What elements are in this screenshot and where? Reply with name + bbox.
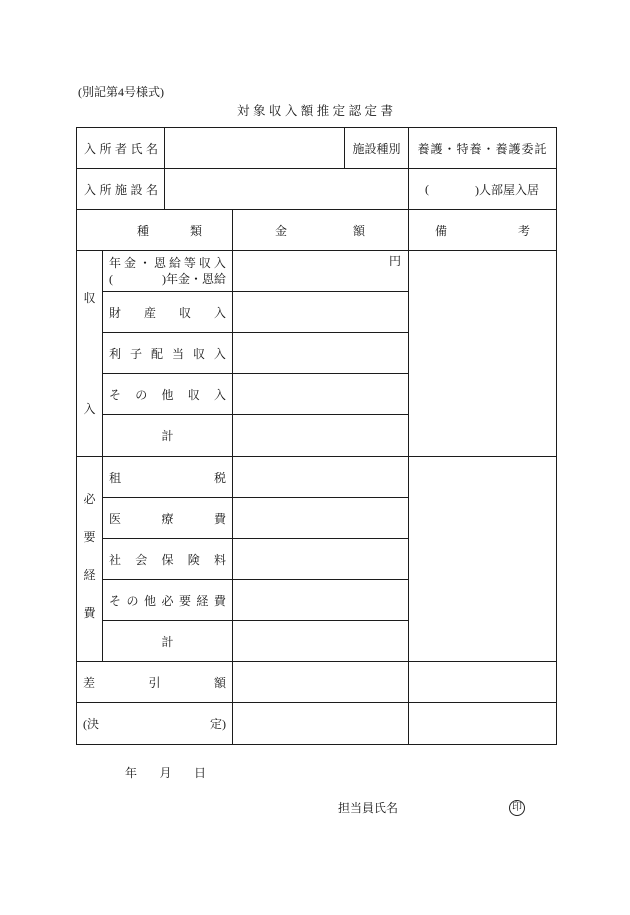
- expense-item-cell: [102, 579, 233, 621]
- difference-label: [83, 674, 226, 691]
- label-glyph: 子: [129, 346, 142, 361]
- facility-type-options-cell: [408, 127, 557, 169]
- facility-name-value-cell: [164, 168, 409, 210]
- label-glyph: 名: [145, 141, 158, 156]
- expense-total-label: 計: [161, 634, 174, 649]
- label-glyph: 他: [161, 387, 174, 402]
- social-insurance-label: [109, 551, 226, 568]
- expense-section-label-cell: [76, 456, 103, 662]
- label-glyph: 入: [84, 141, 97, 156]
- income-total-amount-cell: [232, 414, 409, 457]
- seal-mark: 印: [509, 800, 525, 816]
- resident-name-label-cell: [76, 127, 165, 169]
- label-glyph: 象: [252, 104, 266, 118]
- decision-remarks-cell: [408, 702, 557, 745]
- income-section-label-cell: [76, 250, 103, 457]
- label-glyph: 所: [99, 141, 112, 156]
- facility-name-label-cell: [76, 168, 165, 210]
- tax-amount-cell: [232, 456, 409, 498]
- pension-type-line: [109, 271, 226, 287]
- room-paren-open: (: [425, 181, 429, 196]
- label-glyph: 額: [300, 104, 314, 118]
- expense-remarks-cell: [408, 456, 557, 662]
- label-glyph: 入: [213, 346, 226, 361]
- pension-type-suffix: )年金・恩給: [162, 272, 226, 286]
- expense-item-cell: [102, 456, 233, 498]
- medical-expense-label: [109, 510, 226, 527]
- label-glyph: 引: [148, 675, 161, 690]
- officer-name-label: 担当員氏名: [338, 801, 399, 815]
- label-glyph: 収: [83, 291, 96, 305]
- label-glyph: (決: [83, 717, 99, 731]
- facility-type-label-cell: [344, 127, 409, 169]
- facility-type-options: 養護・特養・養護委託: [417, 141, 548, 156]
- resident-name-value-cell: [164, 127, 345, 169]
- pension-paren-open: (: [109, 272, 113, 286]
- label-glyph: 収: [268, 104, 282, 118]
- yen-unit: 円: [388, 254, 401, 268]
- label-glyph: 者: [114, 141, 127, 156]
- social-insurance-amount-cell: [232, 538, 409, 580]
- label-glyph: の: [126, 593, 139, 608]
- label-glyph: 必: [161, 593, 174, 608]
- expense-total-amount-cell: [232, 620, 409, 662]
- label-glyph: 年: [125, 766, 138, 780]
- type-header-cell: [76, 209, 233, 251]
- label-glyph: 必: [83, 492, 96, 506]
- label-glyph: 所: [99, 182, 112, 197]
- label-glyph: 定): [210, 717, 226, 731]
- income-item-cell: [102, 291, 233, 333]
- label-glyph: 書: [380, 104, 393, 118]
- label-glyph: 差: [83, 675, 96, 690]
- other-expense-amount-cell: [232, 579, 409, 621]
- room-occupancy-suffix: )人部屋入居: [475, 182, 539, 197]
- label-glyph: 費: [213, 593, 226, 608]
- room-occupancy-cell: [408, 168, 557, 210]
- label-glyph: 療: [161, 511, 174, 526]
- income-item-cell: [102, 332, 233, 374]
- type-header: [137, 222, 202, 239]
- label-glyph: 月: [159, 766, 172, 780]
- label-glyph: 入: [213, 305, 226, 320]
- amount-header-cell: [232, 209, 409, 251]
- label-glyph: 会: [135, 552, 148, 567]
- label-glyph: 恩: [153, 256, 166, 270]
- label-glyph: 財: [109, 305, 122, 320]
- label-glyph: そ: [109, 593, 122, 608]
- label-glyph: 税: [213, 470, 226, 485]
- property-income-amount-cell: [232, 291, 409, 333]
- label-glyph: 等: [183, 256, 196, 270]
- interest-dividend-income-label: [109, 345, 226, 362]
- label-glyph: 社: [109, 552, 122, 567]
- label-glyph: 類: [189, 223, 202, 238]
- other-income-amount-cell: [232, 373, 409, 415]
- label-glyph: 費: [213, 511, 226, 526]
- remarks-header-cell: [408, 209, 557, 251]
- label-glyph: 認: [348, 104, 362, 118]
- label-glyph: 経: [196, 593, 209, 608]
- difference-remarks-cell: [408, 661, 557, 703]
- label-glyph: 額: [352, 223, 365, 238]
- resident-name-label: [84, 140, 158, 157]
- medical-amount-cell: [232, 497, 409, 539]
- label-glyph: 利: [109, 346, 122, 361]
- label-glyph: 氏: [130, 141, 143, 156]
- label-glyph: 料: [213, 552, 226, 567]
- label-glyph: 定: [332, 104, 346, 118]
- label-glyph: 入: [213, 387, 226, 402]
- label-glyph: 給: [168, 256, 181, 270]
- label-glyph: 入: [84, 182, 97, 197]
- label-glyph: 租: [109, 470, 122, 485]
- label-glyph: 収: [178, 305, 191, 320]
- label-glyph: 他: [143, 593, 156, 608]
- document-title: [237, 104, 393, 118]
- label-glyph: 金: [275, 223, 288, 238]
- decision-amount-cell: [232, 702, 409, 745]
- label-glyph: 名: [145, 182, 158, 197]
- label-glyph: 設: [130, 182, 143, 197]
- income-item-cell: [102, 373, 233, 415]
- label-glyph: 医: [109, 511, 122, 526]
- label-glyph: 入: [284, 104, 298, 118]
- amount-header: [275, 222, 365, 239]
- label-glyph: 備: [435, 223, 448, 238]
- label-glyph: 対: [237, 104, 250, 118]
- label-glyph: 産: [143, 305, 156, 320]
- expense-item-cell: [102, 538, 233, 580]
- date-label: [125, 766, 206, 780]
- label-glyph: 収: [192, 346, 205, 361]
- label-glyph: 費: [83, 606, 96, 620]
- remarks-header: [435, 222, 530, 239]
- pension-income-cell: [102, 250, 233, 292]
- label-glyph: 年: [109, 256, 122, 270]
- facility-type-label: 施設種別: [352, 141, 401, 156]
- income-section-label: [83, 291, 95, 416]
- label-glyph: 推: [316, 104, 330, 118]
- label-glyph: 入: [83, 402, 96, 416]
- label-glyph: ・: [138, 256, 151, 270]
- label-glyph: 保: [161, 552, 174, 567]
- decision-label-cell: [76, 702, 233, 745]
- expense-total-cell: [102, 620, 233, 662]
- label-glyph: の: [135, 387, 148, 402]
- difference-label-cell: [76, 661, 233, 703]
- label-glyph: 定: [364, 104, 378, 118]
- income-remarks-cell: [408, 250, 557, 457]
- label-glyph: 日: [193, 766, 206, 780]
- other-expense-label: [109, 592, 226, 609]
- other-income-label: [109, 386, 226, 403]
- label-glyph: 施: [114, 182, 127, 197]
- pension-income-amount-cell: [232, 250, 409, 292]
- difference-amount-cell: [232, 661, 409, 703]
- label-glyph: 考: [517, 223, 530, 238]
- label-glyph: 入: [213, 256, 226, 270]
- pension-income-label: [109, 255, 226, 271]
- label-glyph: 配: [150, 346, 163, 361]
- tax-label: [109, 469, 226, 486]
- label-glyph: 険: [187, 552, 200, 567]
- decision-label: [83, 715, 226, 732]
- label-glyph: 要: [83, 530, 96, 544]
- expense-item-cell: [102, 497, 233, 539]
- property-income-label: [109, 304, 226, 321]
- label-glyph: 当: [171, 346, 184, 361]
- income-total-cell: [102, 414, 233, 457]
- label-glyph: 額: [213, 675, 226, 690]
- form-number: (別記第4号様式): [78, 85, 164, 99]
- label-glyph: 金: [123, 256, 136, 270]
- income-total-label: 計: [161, 429, 174, 443]
- label-glyph: 要: [178, 593, 191, 608]
- facility-name-label: [84, 181, 158, 198]
- label-glyph: 収: [198, 256, 211, 270]
- label-glyph: 収: [187, 387, 200, 402]
- label-glyph: そ: [109, 387, 122, 402]
- interest-income-amount-cell: [232, 332, 409, 374]
- label-glyph: 種: [137, 223, 150, 238]
- label-glyph: 経: [83, 568, 96, 582]
- expense-section-label: [83, 492, 95, 620]
